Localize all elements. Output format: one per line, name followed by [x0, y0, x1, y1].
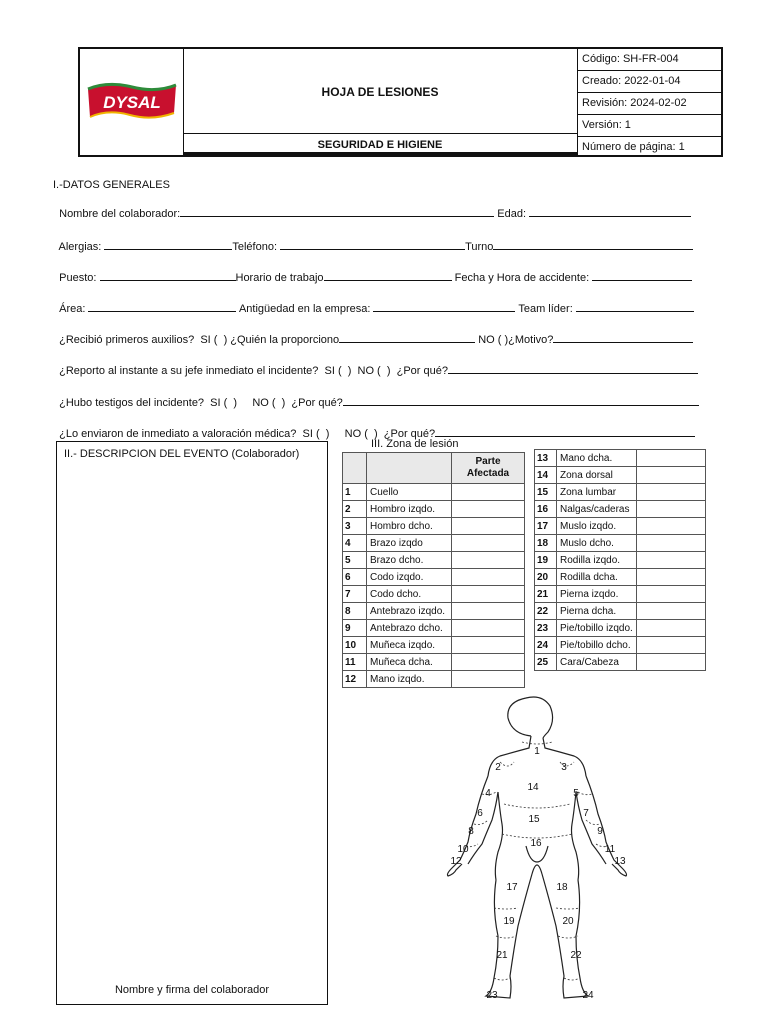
zone-row — [343, 569, 525, 586]
nombre-field[interactable] — [180, 207, 494, 217]
zones-table-right — [534, 449, 706, 671]
edad-field[interactable] — [529, 207, 691, 217]
zone-affected-cell[interactable] — [452, 603, 525, 620]
q2-field[interactable] — [448, 364, 698, 374]
alergias-field[interactable] — [104, 240, 232, 250]
zone-affected-cell[interactable] — [636, 450, 705, 467]
zone-number: 24 — [535, 637, 557, 654]
document-title: HOJA DE LESIONES — [321, 85, 439, 99]
zone-label: 3 — [561, 762, 567, 773]
zone-row — [343, 518, 525, 535]
zone-number: 3 — [343, 518, 367, 535]
section2-heading: II.- DESCRIPCION DEL EVENTO (Colaborador) — [64, 448, 300, 460]
zone-number: 10 — [343, 637, 367, 654]
zone-name: Muslo dcho. — [557, 535, 637, 552]
creado-field: Creado: 2022-01-04 — [578, 71, 721, 93]
zone-label: 23 — [486, 990, 498, 1001]
row-nombre — [53, 195, 691, 220]
body-diagram — [434, 696, 646, 1004]
turno-label: Turno — [465, 241, 494, 253]
zone-affected-cell[interactable] — [636, 569, 705, 586]
telefono-field[interactable] — [280, 240, 465, 250]
zone-name: Mano izqdo. — [367, 671, 452, 688]
zone-row — [535, 603, 706, 620]
zone-name: Antebrazo izqdo. — [367, 603, 452, 620]
zone-row — [343, 654, 525, 671]
zone-name: Brazo izqdo — [367, 535, 452, 552]
zone-affected-cell[interactable] — [636, 586, 705, 603]
subtitle-underline — [183, 152, 577, 155]
zone-affected-cell[interactable] — [636, 603, 705, 620]
zone-number: 25 — [535, 654, 557, 671]
zone-label: 1 — [534, 746, 540, 757]
zone-row — [343, 620, 525, 637]
horario-label: Horario de trabajo — [235, 272, 324, 284]
zone-label: 15 — [528, 814, 540, 825]
zone-row — [343, 501, 525, 518]
zone-number: 2 — [343, 501, 367, 518]
zone-number: 9 — [343, 620, 367, 637]
parte-afectada-header: Parte Afectada — [452, 453, 525, 484]
zone-name: Muñeca dcha. — [367, 654, 452, 671]
zone-affected-cell[interactable] — [452, 637, 525, 654]
zone-affected-cell[interactable] — [636, 484, 705, 501]
zone-row — [535, 501, 706, 518]
header-meta-cell — [578, 49, 721, 155]
zone-name: Cuello — [367, 484, 452, 501]
turno-field[interactable] — [493, 240, 693, 250]
zone-affected-cell[interactable] — [452, 535, 525, 552]
zone-name: Nalgas/caderas — [557, 501, 637, 518]
logo-text: DYSAL — [103, 93, 161, 112]
zone-row — [535, 586, 706, 603]
zone-row — [535, 484, 706, 501]
area-field[interactable] — [88, 302, 236, 312]
q1a-field[interactable] — [339, 333, 475, 343]
zone-name: Pierna dcha. — [557, 603, 637, 620]
zone-affected-cell[interactable] — [452, 518, 525, 535]
antiguedad-field[interactable] — [373, 302, 515, 312]
zone-name: Zona lumbar — [557, 484, 637, 501]
zone-row — [343, 603, 525, 620]
company-logo — [80, 49, 184, 155]
zone-label: 6 — [477, 808, 483, 819]
zone-name: Codo izqdo. — [367, 569, 452, 586]
zone-number: 19 — [535, 552, 557, 569]
zone-number: 1 — [343, 484, 367, 501]
nombre-label: Nombre del colaborador: — [59, 208, 181, 220]
zone-name: Rodilla izqdo. — [557, 552, 637, 569]
zone-label: 5 — [573, 788, 579, 799]
q1a-label: ¿Recibió primeros auxilios? SI ( ) ¿Quién la proporciono — [59, 334, 340, 346]
team-field[interactable] — [576, 302, 694, 312]
zone-number: 6 — [343, 569, 367, 586]
zone-affected-cell[interactable] — [636, 637, 705, 654]
zone-row — [535, 467, 706, 484]
zone-number: 5 — [343, 552, 367, 569]
zone-label: 17 — [506, 882, 518, 893]
zone-label: 20 — [562, 916, 574, 927]
zone-row — [343, 535, 525, 552]
puesto-field[interactable] — [100, 271, 236, 281]
zone-name: Muñeca izqdo. — [367, 637, 452, 654]
zone-row — [343, 671, 525, 688]
zone-name: Codo dcho. — [367, 586, 452, 603]
zone-label: 10 — [457, 844, 469, 855]
zone-affected-cell[interactable] — [636, 518, 705, 535]
q1b-field[interactable] — [553, 333, 693, 343]
q2-label: ¿Reporto al instante a su jefe inmediato el incidente? SI ( ) NO ( ) ¿Por qué? — [59, 365, 448, 377]
section1-heading: I.-DATOS GENERALES — [53, 179, 170, 191]
zone-row — [535, 518, 706, 535]
row-alergias — [53, 228, 693, 253]
zone-header-blank-name — [367, 453, 452, 484]
zone-label: 14 — [527, 782, 539, 793]
zone-row — [535, 552, 706, 569]
zone-name: Hombro dcho. — [367, 518, 452, 535]
zone-label: 11 — [604, 844, 616, 855]
zone-header-blank — [343, 453, 367, 484]
zone-name: Cara/Cabeza — [557, 654, 637, 671]
zone-name: Brazo dcho. — [367, 552, 452, 569]
zones-table-left — [342, 452, 525, 688]
puesto-label: Puesto: — [59, 272, 97, 284]
zone-row — [343, 552, 525, 569]
row-primeros-auxilios — [53, 321, 693, 346]
zone-row — [535, 637, 706, 654]
area-label: Área: — [59, 303, 86, 315]
zone-number: 16 — [535, 501, 557, 518]
q1b-label: NO ( )¿Motivo? — [478, 334, 554, 346]
zone-affected-cell[interactable] — [452, 501, 525, 518]
section3-heading: III. Zona de lesión — [371, 438, 459, 450]
zone-affected-cell[interactable] — [452, 484, 525, 501]
row-area — [53, 290, 694, 315]
zone-name: Pie/tobillo izqdo. — [557, 620, 637, 637]
zone-number: 8 — [343, 603, 367, 620]
version-field: Versión: 1 — [578, 115, 721, 137]
horario-field[interactable] — [324, 271, 452, 281]
zone-affected-cell[interactable] — [452, 654, 525, 671]
row-testigos — [53, 384, 699, 409]
zone-name: Pierna izqdo. — [557, 586, 637, 603]
zone-affected-cell[interactable] — [452, 620, 525, 637]
zone-label: 21 — [496, 950, 508, 961]
zone-row — [535, 450, 706, 467]
zone-number: 18 — [535, 535, 557, 552]
zone-number: 15 — [535, 484, 557, 501]
zone-affected-cell[interactable] — [452, 586, 525, 603]
zone-row — [535, 535, 706, 552]
zone-affected-cell[interactable] — [452, 552, 525, 569]
zone-affected-cell[interactable] — [636, 620, 705, 637]
zone-number: 23 — [535, 620, 557, 637]
zone-number: 22 — [535, 603, 557, 620]
zone-label: 19 — [503, 916, 515, 927]
zone-row — [535, 569, 706, 586]
zone-label: 24 — [582, 990, 594, 1001]
zone-name: Hombro izqdo. — [367, 501, 452, 518]
q4-field[interactable] — [435, 427, 695, 437]
zone-affected-cell[interactable] — [452, 671, 525, 688]
zone-label: 7 — [583, 808, 589, 819]
zone-number: 20 — [535, 569, 557, 586]
row-valoracion — [53, 415, 695, 440]
zone-number: 11 — [343, 654, 367, 671]
zone-label: 13 — [614, 856, 626, 867]
zone-affected-cell[interactable] — [636, 552, 705, 569]
q3-field[interactable] — [343, 396, 699, 406]
row-puesto — [53, 259, 692, 284]
q3-label: ¿Hubo testigos del incidente? SI ( ) NO ( ) ¿Por qué? — [59, 397, 343, 409]
zone-affected-cell[interactable] — [636, 467, 705, 484]
zone-number: 7 — [343, 586, 367, 603]
zone-affected-cell[interactable] — [452, 569, 525, 586]
zone-label: 8 — [468, 826, 474, 837]
zone-affected-cell[interactable] — [636, 535, 705, 552]
document-subtitle: SEGURIDAD E HIGIENE — [183, 133, 577, 156]
edad-label: Edad: — [497, 208, 527, 220]
event-description-box[interactable] — [56, 441, 328, 1005]
antiguedad-label: Antigüedad en la empresa: — [238, 303, 371, 315]
telefono-label: Teléfono: — [232, 241, 278, 253]
zone-name: Rodilla dcha. — [557, 569, 637, 586]
zone-label: 2 — [495, 762, 501, 773]
zone-name: Pie/tobillo dcho. — [557, 637, 637, 654]
zone-label: 4 — [485, 788, 491, 799]
zone-row — [535, 654, 706, 671]
header-table — [78, 47, 723, 157]
zone-number: 21 — [535, 586, 557, 603]
pagina-field: Número de página: 1 — [582, 141, 685, 153]
q4-label: ¿Lo enviaron de inmediato a valoración médica? SI ( ) NO ( ) ¿Por qué? — [59, 428, 436, 440]
zone-row — [343, 484, 525, 501]
zone-affected-cell[interactable] — [636, 501, 705, 518]
revision-field: Revisión: 2024-02-02 — [578, 93, 721, 115]
zone-name: Antebrazo dcho. — [367, 620, 452, 637]
alergias-label: Alergias: — [58, 241, 102, 253]
team-label: Team líder: — [518, 303, 573, 315]
header-title-cell — [183, 49, 578, 155]
zone-label: 18 — [556, 882, 568, 893]
row-reporto — [53, 352, 698, 377]
zone-label: 16 — [530, 838, 542, 849]
zone-number: 14 — [535, 467, 557, 484]
codigo-field: Código: SH-FR-004 — [578, 49, 721, 71]
zone-number: 12 — [343, 671, 367, 688]
zone-label: 9 — [597, 826, 603, 837]
dysal-logo-icon — [80, 49, 183, 155]
fecha-label: Fecha y Hora de accidente: — [454, 272, 590, 284]
zone-name: Muslo izqdo. — [557, 518, 637, 535]
zone-label: 12 — [450, 856, 462, 867]
zone-number: 13 — [535, 450, 557, 467]
zone-label: 22 — [570, 950, 582, 961]
zone-affected-cell[interactable] — [636, 654, 705, 671]
zone-labels — [450, 746, 626, 1001]
signature-label: Nombre y firma del colaborador — [114, 984, 270, 996]
zone-row — [343, 586, 525, 603]
zone-row — [535, 620, 706, 637]
zone-name: Mano dcha. — [557, 450, 637, 467]
zone-number: 17 — [535, 518, 557, 535]
fecha-field[interactable] — [592, 271, 692, 281]
zone-number: 4 — [343, 535, 367, 552]
zone-row — [343, 637, 525, 654]
zone-name: Zona dorsal — [557, 467, 637, 484]
